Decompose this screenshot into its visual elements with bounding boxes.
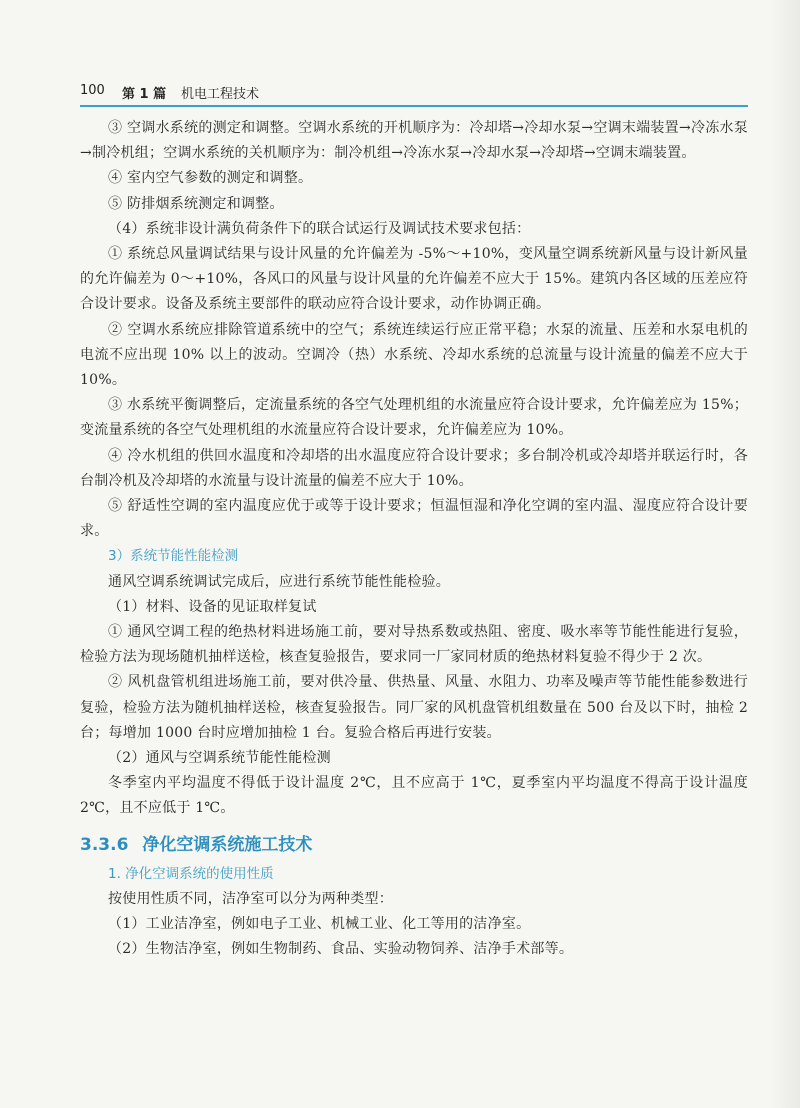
paragraph: ④ 冷水机组的供回水温度和冷却塔的出水温度应符合设计要求；多台制冷机或冷却塔并联运行时，各台制冷机及冷却塔的水流量与设计流量的偏差不应大于 10%。 bbox=[80, 447, 748, 489]
paragraph: （1）工业洁净室，例如电子工业、机械工业、化工等用的洁净室。 bbox=[108, 916, 531, 933]
subsection-heading: 3）系统节能性能检测 bbox=[108, 548, 239, 565]
page-number: 100 bbox=[80, 83, 105, 98]
paragraph: ① 系统总风量调试结果与设计风量的允许偏差为 -5%～+10%，变风量空调系统新风量与设计新风量的允许偏差为 0～+10%，各风口的风量与设计风量的允许偏差不应大于 15%。建筑内各区域的压差应符合设计要求。设备及系统主要部件的联动应符合设计要求，动作协调正确。 bbox=[80, 246, 748, 313]
paragraph: ⑤ 防排烟系统测定和调整。 bbox=[108, 195, 284, 212]
part-title: 机电工程技术 bbox=[181, 87, 260, 102]
running-header bbox=[80, 83, 748, 103]
page-edge-shadow bbox=[770, 0, 800, 1108]
paragraph: ② 空调水系统应排除管道系统中的空气；系统连续运行应正常平稳；水泵的流量、压差和水泵电机的电流不应出现 10% 以上的波动。空调冷（热）水系统、冷却水系统的总流量与设计流量的偏差不应大于 10%。 bbox=[80, 321, 748, 389]
paragraph: ⑤ 舒适性空调的室内温度应优于或等于设计要求；恒温恒湿和净化空调的室内温、湿度应符合设计要求。 bbox=[80, 498, 748, 540]
paragraph: 冬季室内平均温度不得低于设计温度 2℃，且不应高于 1℃，夏季室内平均温度不得高于设计温度 2℃，且不应低于 1℃。 bbox=[80, 775, 748, 817]
paragraph: （2）生物洁净室，例如生物制药、食品、实验动物饲养、洁净手术部等。 bbox=[108, 941, 574, 958]
section-title: 净化空调系统施工技术 bbox=[142, 834, 313, 855]
paragraph: （2）通风与空调系统节能性能检测 bbox=[108, 750, 331, 767]
section-heading bbox=[80, 828, 748, 862]
paragraph: （1）材料、设备的见证取样复试 bbox=[108, 598, 317, 615]
section-number: 3.3.6 bbox=[80, 834, 129, 855]
paragraph: ③ 空调水系统的测定和调整。空调水系统的开机顺序为：冷却塔→冷却水泵→空调末端装置→冷冻水泵→制冷机组；空调水系统的关机顺序为：制冷机组→冷冻水泵→冷却水泵→冷却塔→空调末端装置。 bbox=[80, 120, 748, 162]
paragraph: （4）系统非设计满负荷条件下的联合试运行及调试技术要求包括： bbox=[108, 220, 531, 237]
page-body bbox=[80, 116, 748, 963]
part-label: 第 1 篇 bbox=[122, 87, 167, 102]
subsection-heading: 1. 净化空调系统的使用性质 bbox=[108, 865, 274, 882]
paragraph: ③ 水系统平衡调整后，定流量系统的各空气处理机组的水流量应符合设计要求，允许偏差应为 15%；变流量系统的各空气处理机组的水流量应符合设计要求，允许偏差应为 10%。 bbox=[80, 397, 748, 439]
header-rule bbox=[80, 105, 748, 107]
paragraph: 通风空调系统调试完成后，应进行系统节能性能检验。 bbox=[108, 573, 450, 590]
paragraph: ② 风机盘管机组进场施工前，要对供冷量、供热量、风量、水阻力、功率及噪声等节能性能参数进行复验，检验方法为随机抽样送检，核查复验报告。同厂家的风机盘管机组数量在 500 台及以下时，抽检 2 台；每增加 1000 台时应增加抽检 1 台。复验合格后再进行安装。 bbox=[80, 674, 748, 741]
paragraph: 按使用性质不同，洁净室可以分为两种类型： bbox=[108, 890, 393, 907]
paragraph: ④ 室内空气参数的测定和调整。 bbox=[108, 170, 313, 187]
paragraph: ① 通风空调工程的绝热材料进场施工前，要对导热系数或热阻、密度、吸水率等节能性能进行复验，检验方法为现场随机抽样送检，核查复验报告，要求同一厂家同材质的绝热材料复验不得少于 2 次。 bbox=[80, 624, 748, 666]
